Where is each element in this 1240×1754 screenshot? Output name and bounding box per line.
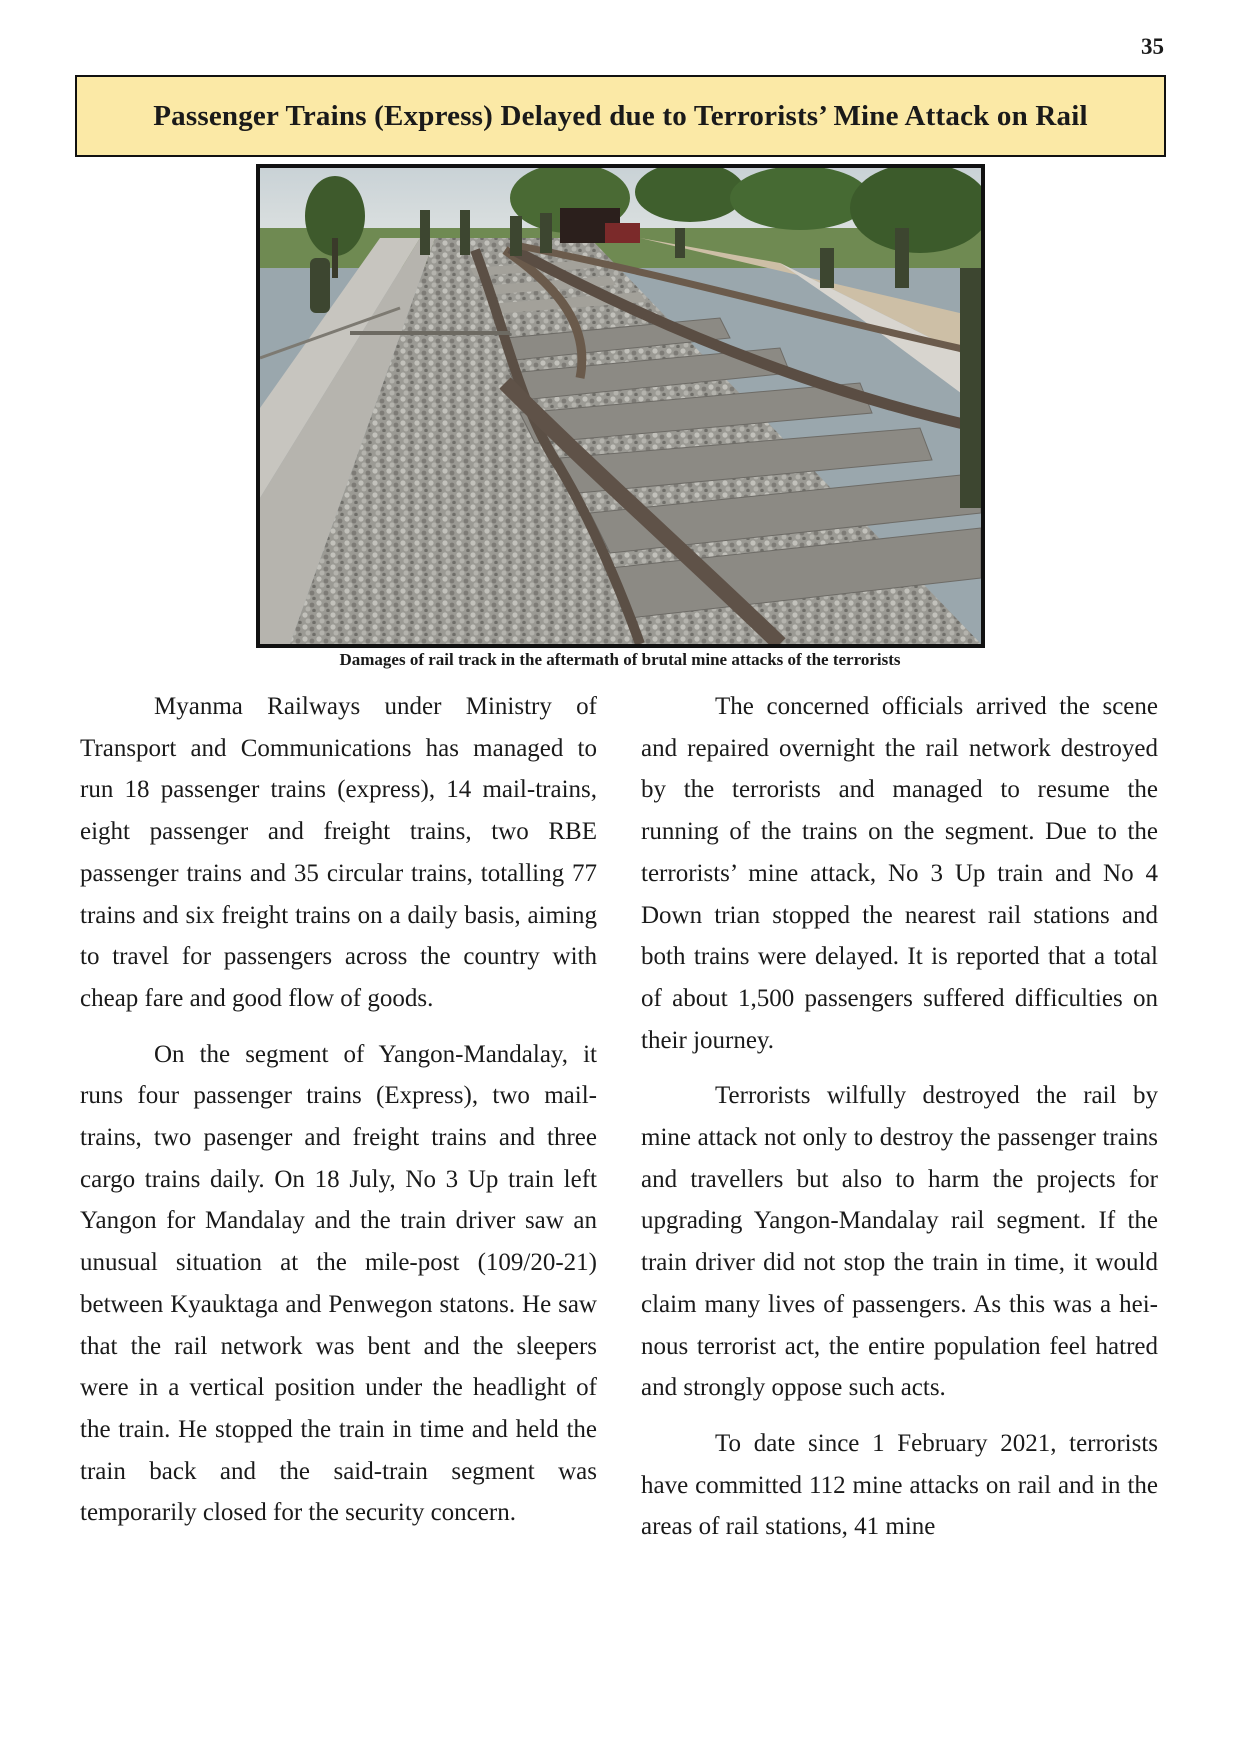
damaged-rail-track-image (260, 168, 981, 644)
article-column-right (641, 686, 1158, 1562)
article-title: Passenger Trains (Express) Delayed due to Terrorists’ Mine Attack on Rail (153, 99, 1088, 132)
paragraph: Myanma Railways under Ministry of Transport and Communications has managed to run 18 passenger trains (express), 14 mail-trains, eight passenger and freight trains, two RBE passenger trains and 35 circular trains, totalling 77 trains and six freight trains on a daily basis, aiming to travel for passengers across the country with cheap fare and good flow of goods. (80, 693, 597, 1012)
paragraph: The concerned officials arrived the scene and repaired overnight the rail network destroyed by the terrorists and managed to resume the running of the trains on the segment. Due to the terrorists’ mine attack, No 3 Up train and No 4 Down trian stopped the nearest rail stations and both trains were delayed. It is reported that a total of about 1,500 passengers suffered difficulties on their journey. (641, 693, 1158, 1054)
article-photo (256, 164, 985, 648)
paragraph: On the segment of Yangon-Mandalay, it runs four passenger trains (Express), two mail-trains, two pasenger and freight trains and three cargo trains daily. On 18 July, No 3 Up train left Yangon for Mandalay and the train driver saw an unusual situation at the mile-post (109/20-21) between Kyauktaga and Penwegon statons. He saw that the rail network was bent and the sleepers were in a vertical position under the headlight of the train. He stopped the train in time and held the train back and the said-train segment was temporarily closed for the security concern. (80, 1040, 597, 1527)
paragraph: Terrorists wilfully destroyed the rail by mine attack not only to destroy the passenger trains and travellers but also to harm the projects for upgrading Yangon-Mandalay rail segment. If the train driver did not stop the train in time, it would claim many lives of passengers. As this was a heinous terrorist act, the entire population feel hatred and strongly oppose such acts. (641, 1082, 1158, 1402)
page-number: 35 (1141, 34, 1164, 59)
photo-caption: Damages of rail track in the aftermath of brutal mine attacks of the terrorists (339, 650, 901, 669)
article-title-banner (75, 75, 1166, 157)
paragraph: To date since 1 February 2021, terrorists have committed 112 mine attacks on rail and in the areas of rail stations, 41 mine (641, 1429, 1158, 1541)
article-column-left (80, 686, 597, 1548)
